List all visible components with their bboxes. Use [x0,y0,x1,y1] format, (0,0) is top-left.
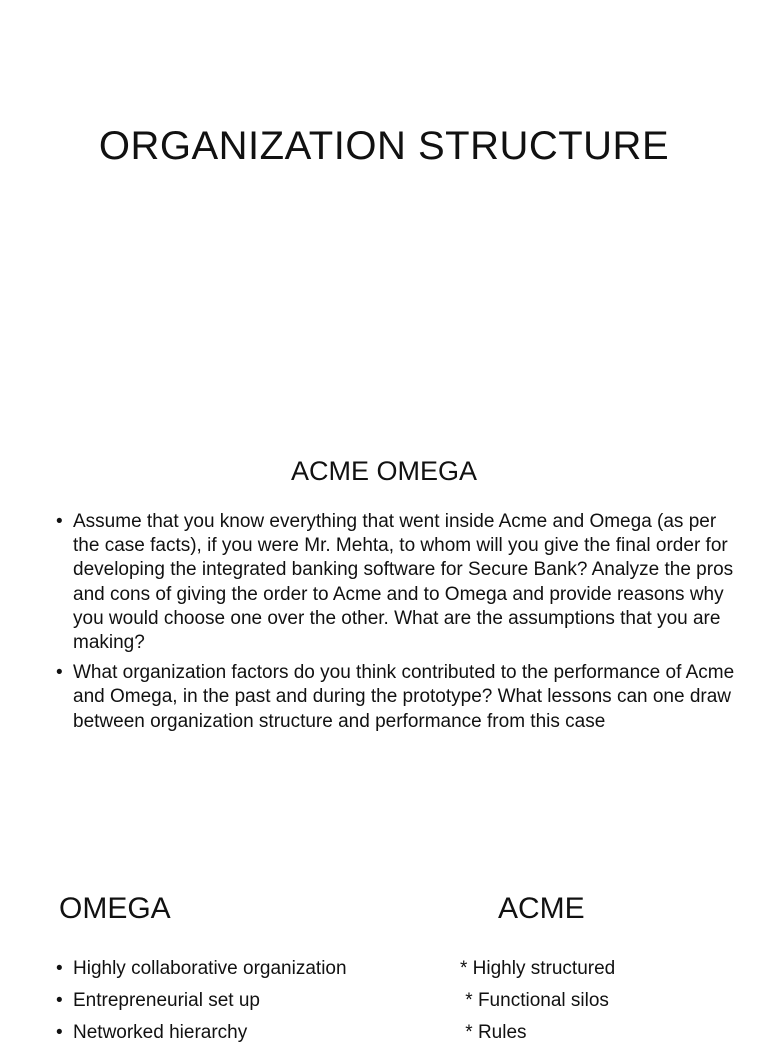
bullet-icon: • [56,958,63,979]
omega-traits-list [56,953,436,1049]
question-item [56,510,736,655]
bullet-icon: • [56,1022,63,1043]
omega-trait [56,985,436,1017]
acme-traits-list [460,953,760,1049]
omega-trait-text: Networked hierarchy [73,1022,248,1043]
acme-trait: * Functional silos [460,990,609,1011]
acme-trait: * Rules [460,1022,527,1043]
question-text: What organization factors do you think contributed to the performance of Acme and Omega, in the past and during the prototype? What lessons can one draw between organization structure and performance from this case [73,662,735,732]
slide-title: ORGANIZATION STRUCTURE [98,124,670,168]
acme-trait: * Highly structured [460,958,616,979]
acme-heading: ACME [498,892,585,925]
omega-heading: OMEGA [59,892,171,925]
omega-trait [56,1017,436,1049]
omega-trait [56,953,436,985]
omega-trait-text: Highly collaborative organization [73,958,347,979]
bullet-icon: • [56,990,63,1011]
omega-trait-text: Entrepreneurial set up [73,990,260,1011]
bullet-icon: • [56,511,63,532]
bullet-icon: • [56,662,63,684]
question-list [56,510,736,740]
question-item [56,661,736,734]
section-title: ACME OMEGA [290,456,478,486]
question-text: Assume that you know everything that went inside Acme and Omega (as per the case facts), if you were Mr. Mehta, to whom will you give the final order for developing the integrated banking software for Secure Bank? Analyze the pros and cons of giving the order to Acme and to Omega and provide reasons why you would choose one over the other. What are the assumptions that you are making? [73,511,734,654]
